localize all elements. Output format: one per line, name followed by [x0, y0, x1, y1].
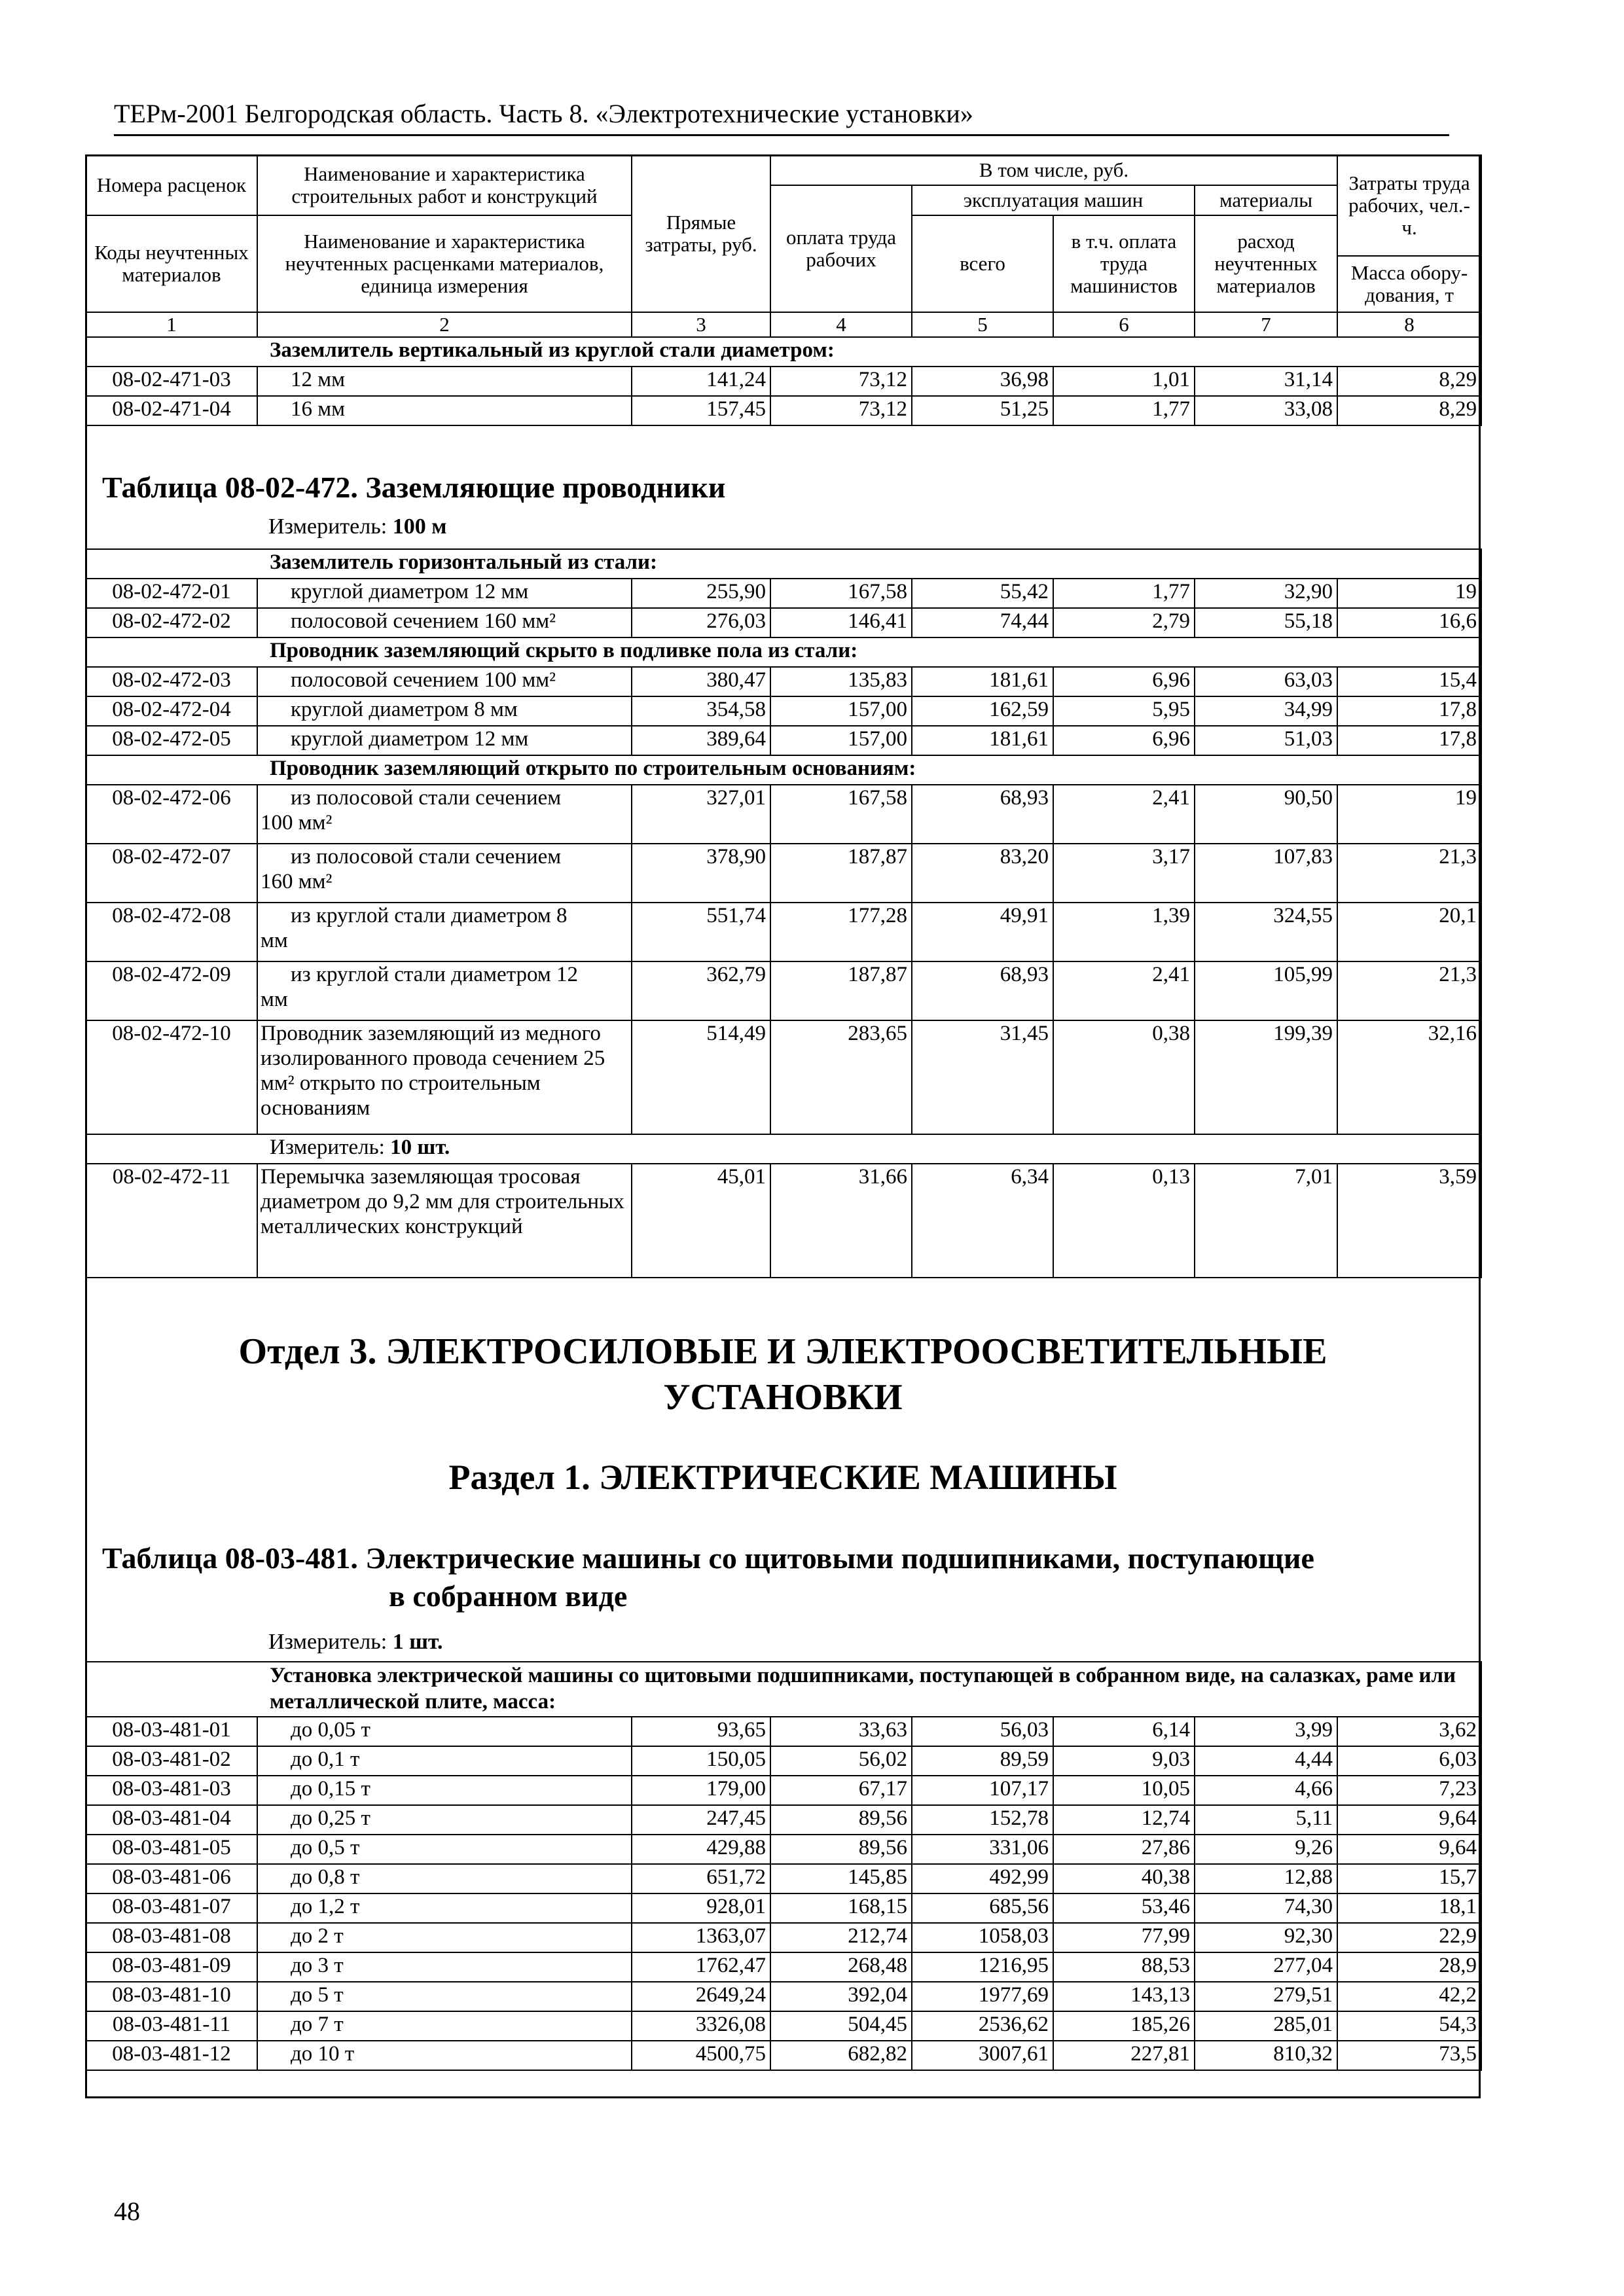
table-row	[86, 844, 1481, 903]
cell-worker-pay: 89,56	[770, 1805, 912, 1835]
table-row	[86, 1020, 1481, 1134]
measure-label: Измеритель:	[270, 1136, 385, 1159]
section-heading: Заземлитель вертикальный из круглой стали диаметром:	[86, 337, 1481, 367]
cell-machine-total: 331,06	[912, 1835, 1053, 1864]
cell-machine-total: 6,34	[912, 1164, 1053, 1278]
cell-materials: 4,66	[1195, 1776, 1337, 1805]
col-number: 8	[1337, 312, 1481, 337]
measure-label: Измеритель:	[268, 514, 388, 539]
cell-worker-pay: 157,00	[770, 696, 912, 726]
cell-materials: 34,99	[1195, 696, 1337, 726]
table-row	[86, 696, 1481, 726]
cell-materials: 9,26	[1195, 1835, 1337, 1864]
cell-labor: 6,03	[1337, 1746, 1481, 1776]
rate-name: до 10 т	[257, 2041, 632, 2070]
table-row	[86, 579, 1481, 608]
rate-name: до 1,2 т	[257, 1893, 632, 1923]
cell-machine-total: 181,61	[912, 667, 1053, 696]
column-header-table	[85, 154, 1482, 338]
cell-worker-pay: 212,74	[770, 1923, 912, 1952]
head-unaccounted-materials: расход неучтенных материалов	[1195, 215, 1337, 312]
rate-code: 08-02-472-08	[86, 903, 257, 961]
rate-code: 08-02-472-03	[86, 667, 257, 696]
cell-worker-pay: 187,87	[770, 844, 912, 903]
head-including: В том числе, руб.	[770, 155, 1337, 185]
section-heading: Проводник заземляющий скрыто в подливке пола из стали:	[86, 637, 1481, 667]
cell-direct: 551,74	[632, 903, 770, 961]
rate-code: 08-03-481-08	[86, 1923, 257, 1952]
cell-direct: 354,58	[632, 696, 770, 726]
cell-labor: 21,3	[1337, 844, 1481, 903]
cell-worker-pay: 145,85	[770, 1864, 912, 1893]
cell-operator-pay: 0,38	[1053, 1020, 1195, 1134]
table-row	[86, 1164, 1481, 1278]
rate-name: до 2 т	[257, 1923, 632, 1952]
table-row	[86, 1864, 1481, 1893]
cell-machine-total: 2536,62	[912, 2011, 1053, 2041]
rate-code: 08-02-472-11	[86, 1164, 257, 1278]
head-machine-total: всего	[912, 215, 1053, 312]
cell-worker-pay: 682,82	[770, 2041, 912, 2070]
cell-operator-pay: 77,99	[1053, 1923, 1195, 1952]
cell-materials: 51,03	[1195, 726, 1337, 755]
rate-name-line: 100 мм²	[261, 811, 333, 834]
measure-value: 1 шт.	[392, 1630, 443, 1654]
rate-code: 08-02-472-09	[86, 961, 257, 1020]
table-481-rows	[85, 1716, 1482, 2071]
cell-machine-total: 492,99	[912, 1864, 1053, 1893]
cell-labor: 42,2	[1337, 1982, 1481, 2011]
cell-direct: 93,65	[632, 1717, 770, 1746]
cell-materials: 90,50	[1195, 785, 1337, 844]
cell-operator-pay: 88,53	[1053, 1952, 1195, 1982]
table-row	[86, 367, 1481, 396]
cell-worker-pay: 283,65	[770, 1020, 912, 1134]
head-material-codes: Коды неучтенных материалов	[86, 215, 257, 312]
cell-machine-total: 1058,03	[912, 1923, 1053, 1952]
cell-materials: 4,44	[1195, 1746, 1337, 1776]
rate-code: 08-02-471-04	[86, 396, 257, 425]
cell-labor: 20,1	[1337, 903, 1481, 961]
rate-code: 08-03-481-11	[86, 2011, 257, 2041]
col-number: 3	[632, 312, 770, 337]
col-number: 6	[1053, 312, 1195, 337]
cell-machine-total: 55,42	[912, 579, 1053, 608]
table-title-line: в собранном виде	[389, 1579, 628, 1613]
rate-name: до 5 т	[257, 1982, 632, 2011]
rate-code: 08-03-481-12	[86, 2041, 257, 2070]
rate-name-line: мм	[261, 988, 288, 1011]
rate-name: до 0,05 т	[257, 1717, 632, 1746]
cell-labor: 18,1	[1337, 1893, 1481, 1923]
head-materials: материалы	[1195, 185, 1337, 215]
rate-name: Проводник заземляющий из медного изолированного провода сечением 25 мм² открыто по строительным основаниям	[257, 1020, 632, 1134]
col-number: 7	[1195, 312, 1337, 337]
head-operator-pay: в т.ч. оплата труда машинистов	[1053, 215, 1195, 312]
cell-labor: 28,9	[1337, 1952, 1481, 1982]
table-row	[86, 667, 1481, 696]
table-row	[86, 396, 1481, 425]
table-481-title	[102, 1539, 1314, 1615]
rate-name	[257, 961, 632, 1020]
cell-machine-total: 68,93	[912, 785, 1053, 844]
rate-code: 08-03-481-01	[86, 1717, 257, 1746]
rate-name-line: 160 мм²	[261, 870, 333, 893]
rate-name: до 0,25 т	[257, 1805, 632, 1835]
cell-machine-total: 1216,95	[912, 1952, 1053, 1982]
cell-materials: 199,39	[1195, 1020, 1337, 1134]
cell-labor: 54,3	[1337, 2011, 1481, 2041]
rate-code: 08-02-472-06	[86, 785, 257, 844]
cell-machine-total: 68,93	[912, 961, 1053, 1020]
running-header: ТЕРм-2001 Белгородская область. Часть 8. «Электротехнические установки»	[114, 98, 1449, 136]
rate-code: 08-03-481-10	[86, 1982, 257, 2011]
section-heading: Проводник заземляющий открыто по строительным основаниям:	[86, 755, 1481, 785]
cell-materials: 277,04	[1195, 1952, 1337, 1982]
cell-direct: 3326,08	[632, 2011, 770, 2041]
cell-direct: 141,24	[632, 367, 770, 396]
table-row	[86, 785, 1481, 844]
cell-direct: 157,45	[632, 396, 770, 425]
cell-worker-pay: 73,12	[770, 367, 912, 396]
cell-materials: 31,14	[1195, 367, 1337, 396]
cell-worker-pay: 33,63	[770, 1717, 912, 1746]
head-equipment-mass: Масса обору-дования, т	[1337, 256, 1481, 312]
rate-code: 08-02-472-05	[86, 726, 257, 755]
cell-machine-total: 162,59	[912, 696, 1053, 726]
cell-machine-total: 3007,61	[912, 2041, 1053, 2070]
table-row	[86, 2041, 1481, 2070]
cell-operator-pay: 1,39	[1053, 903, 1195, 961]
cell-labor: 19	[1337, 785, 1481, 844]
rate-name: до 0,15 т	[257, 1776, 632, 1805]
cell-direct: 429,88	[632, 1835, 770, 1864]
table-472-title: Таблица 08-02-472. Заземляющие проводники	[102, 471, 726, 504]
cell-worker-pay: 167,58	[770, 579, 912, 608]
rate-name: круглой диаметром 12 мм	[257, 579, 632, 608]
cell-machine-total: 107,17	[912, 1776, 1053, 1805]
rate-name-line: мм	[261, 929, 288, 952]
cell-labor: 8,29	[1337, 367, 1481, 396]
table-row	[86, 1717, 1481, 1746]
cell-labor: 9,64	[1337, 1805, 1481, 1835]
cell-direct: 1363,07	[632, 1923, 770, 1952]
cell-labor: 3,59	[1337, 1164, 1481, 1278]
cell-materials: 279,51	[1195, 1982, 1337, 2011]
cell-direct: 45,01	[632, 1164, 770, 1278]
cell-direct: 1762,47	[632, 1952, 770, 1982]
measure-value: 10 шт.	[390, 1136, 450, 1159]
table-row	[86, 1835, 1481, 1864]
cell-operator-pay: 12,74	[1053, 1805, 1195, 1835]
cell-operator-pay: 9,03	[1053, 1746, 1195, 1776]
cell-labor: 32,16	[1337, 1020, 1481, 1134]
cell-direct: 651,72	[632, 1864, 770, 1893]
cell-materials: 107,83	[1195, 844, 1337, 903]
cell-direct: 255,90	[632, 579, 770, 608]
cell-worker-pay: 268,48	[770, 1952, 912, 1982]
cell-worker-pay: 168,15	[770, 1893, 912, 1923]
cell-materials: 7,01	[1195, 1164, 1337, 1278]
table-481	[85, 1661, 1482, 1717]
cell-direct: 378,90	[632, 844, 770, 903]
head-worker-pay: оплата труда рабочих	[770, 185, 912, 312]
cell-worker-pay: 31,66	[770, 1164, 912, 1278]
rate-name	[257, 903, 632, 961]
cell-operator-pay: 3,17	[1053, 844, 1195, 903]
head-rate-numbers: Номера расценок	[86, 155, 257, 215]
table-row	[86, 2011, 1481, 2041]
rate-code: 08-02-472-01	[86, 579, 257, 608]
cell-labor: 16,6	[1337, 608, 1481, 637]
table-row	[86, 1805, 1481, 1835]
cell-operator-pay: 1,77	[1053, 579, 1195, 608]
measure-value: 100 м	[392, 514, 447, 539]
cell-machine-total: 83,20	[912, 844, 1053, 903]
rate-name: до 0,1 т	[257, 1746, 632, 1776]
cell-machine-total: 36,98	[912, 367, 1053, 396]
cell-direct: 514,49	[632, 1020, 770, 1134]
cell-direct: 380,47	[632, 667, 770, 696]
cell-labor: 3,62	[1337, 1717, 1481, 1746]
measure-line	[268, 1630, 443, 1655]
cell-direct: 362,79	[632, 961, 770, 1020]
measure-line	[268, 514, 446, 539]
rate-name	[257, 785, 632, 844]
cell-operator-pay: 40,38	[1053, 1864, 1195, 1893]
cell-materials: 63,03	[1195, 667, 1337, 696]
cell-labor: 15,7	[1337, 1864, 1481, 1893]
cell-direct: 928,01	[632, 1893, 770, 1923]
cell-labor: 8,29	[1337, 396, 1481, 425]
rate-code: 08-03-481-07	[86, 1893, 257, 1923]
head-labor-costs: Затраты труда рабочих, чел.-ч.	[1337, 155, 1481, 256]
cell-labor: 15,4	[1337, 667, 1481, 696]
cell-worker-pay: 187,87	[770, 961, 912, 1020]
table-row	[86, 903, 1481, 961]
cell-machine-total: 31,45	[912, 1020, 1053, 1134]
section-heading: Установка электрической машины со щитовыми подшипниками, поступающей в собранном виде, на салазках, раме или металлической плите, масса:	[86, 1662, 1481, 1717]
cell-direct: 2649,24	[632, 1982, 770, 2011]
head-material-names: Наименование и характеристика неучтенных расценками материалов, единица измерения	[257, 215, 632, 312]
department-title-line: Отдел 3. ЭЛЕКТРОСИЛОВЫЕ И ЭЛЕКТРООСВЕТИТЕЛЬНЫЕ	[238, 1331, 1327, 1372]
cell-worker-pay: 56,02	[770, 1746, 912, 1776]
section-heading: Заземлитель горизонтальный из стали:	[86, 549, 1481, 579]
rate-code: 08-02-472-07	[86, 844, 257, 903]
cell-operator-pay: 6,96	[1053, 667, 1195, 696]
cell-operator-pay: 1,01	[1053, 367, 1195, 396]
cell-direct: 150,05	[632, 1746, 770, 1776]
cell-direct: 4500,75	[632, 2041, 770, 2070]
cell-direct: 389,64	[632, 726, 770, 755]
cell-worker-pay: 177,28	[770, 903, 912, 961]
cell-materials: 285,01	[1195, 2011, 1337, 2041]
cell-materials: 33,08	[1195, 396, 1337, 425]
table-row	[86, 726, 1481, 755]
cell-materials: 92,30	[1195, 1923, 1337, 1952]
section-title: Раздел 1. ЭЛЕКТРИЧЕСКИЕ МАШИНЫ	[448, 1458, 1117, 1497]
head-machine-operation: эксплуатация машин	[912, 185, 1195, 215]
cell-direct: 179,00	[632, 1776, 770, 1805]
rate-code: 08-02-472-02	[86, 608, 257, 637]
cell-labor: 19	[1337, 579, 1481, 608]
cell-machine-total: 74,44	[912, 608, 1053, 637]
cell-materials: 55,18	[1195, 608, 1337, 637]
cell-operator-pay: 185,26	[1053, 2011, 1195, 2041]
cell-materials: 12,88	[1195, 1864, 1337, 1893]
table-row	[86, 961, 1481, 1020]
cell-labor: 9,64	[1337, 1835, 1481, 1864]
rate-name-line: из полосовой стали сечением	[291, 845, 562, 869]
rate-name-line: из круглой стали диаметром 12	[291, 963, 579, 986]
table-row	[86, 1893, 1481, 1923]
cell-worker-pay: 504,45	[770, 2011, 912, 2041]
rate-name: до 7 т	[257, 2011, 632, 2041]
table-row	[86, 1923, 1481, 1952]
cell-labor: 22,9	[1337, 1923, 1481, 1952]
department-title	[85, 1329, 1481, 1420]
cell-machine-total: 56,03	[912, 1717, 1053, 1746]
cell-machine-total: 49,91	[912, 903, 1053, 961]
cell-worker-pay: 135,83	[770, 667, 912, 696]
cell-operator-pay: 2,41	[1053, 961, 1195, 1020]
measure-label: Измеритель:	[268, 1630, 388, 1654]
rate-name: полосовой сечением 160 мм²	[257, 608, 632, 637]
table-row	[86, 1776, 1481, 1805]
rate-code: 08-03-481-05	[86, 1835, 257, 1864]
cell-operator-pay: 0,13	[1053, 1164, 1195, 1278]
cell-operator-pay: 10,05	[1053, 1776, 1195, 1805]
rate-name: полосовой сечением 100 мм²	[257, 667, 632, 696]
cell-labor: 17,8	[1337, 726, 1481, 755]
cell-materials: 3,99	[1195, 1717, 1337, 1746]
rate-name: круглой диаметром 12 мм	[257, 726, 632, 755]
rate-name-line: из полосовой стали сечением	[291, 786, 562, 810]
table-471-continuation	[85, 336, 1482, 426]
cell-operator-pay: 5,95	[1053, 696, 1195, 726]
cell-direct: 276,03	[632, 608, 770, 637]
cell-worker-pay: 167,58	[770, 785, 912, 844]
cell-worker-pay: 73,12	[770, 396, 912, 425]
cell-labor: 21,3	[1337, 961, 1481, 1020]
cell-worker-pay: 392,04	[770, 1982, 912, 2011]
cell-machine-total: 152,78	[912, 1805, 1053, 1835]
cell-operator-pay: 1,77	[1053, 396, 1195, 425]
rate-name-line: из круглой стали диаметром 8	[291, 904, 568, 927]
rate-name: до 0,5 т	[257, 1835, 632, 1864]
cell-worker-pay: 89,56	[770, 1835, 912, 1864]
department-title-line: УСТАНОВКИ	[663, 1377, 903, 1418]
rate-name: до 3 т	[257, 1952, 632, 1982]
table-row	[86, 1952, 1481, 1982]
rate-code: 08-03-481-09	[86, 1952, 257, 1982]
cell-operator-pay: 2,41	[1053, 785, 1195, 844]
cell-operator-pay: 2,79	[1053, 608, 1195, 637]
col-number: 1	[86, 312, 257, 337]
cell-operator-pay: 6,14	[1053, 1717, 1195, 1746]
col-number: 5	[912, 312, 1053, 337]
rate-name: 16 мм	[257, 396, 632, 425]
rate-name: Перемычка заземляющая тросовая диаметром до 9,2 мм для строительных металлических конструкций	[257, 1164, 632, 1278]
cell-operator-pay: 143,13	[1053, 1982, 1195, 2011]
cell-machine-total: 51,25	[912, 396, 1053, 425]
cell-machine-total: 685,56	[912, 1893, 1053, 1923]
rate-name: круглой диаметром 8 мм	[257, 696, 632, 726]
cell-labor: 17,8	[1337, 696, 1481, 726]
rate-code: 08-03-481-03	[86, 1776, 257, 1805]
cell-labor: 73,5	[1337, 2041, 1481, 2070]
rate-code: 08-03-481-06	[86, 1864, 257, 1893]
rate-code: 08-02-471-03	[86, 367, 257, 396]
col-number: 2	[257, 312, 632, 337]
cell-worker-pay: 67,17	[770, 1776, 912, 1805]
cell-machine-total: 1977,69	[912, 1982, 1053, 2011]
cell-direct: 247,45	[632, 1805, 770, 1835]
cell-materials: 105,99	[1195, 961, 1337, 1020]
cell-materials: 324,55	[1195, 903, 1337, 961]
cell-materials: 32,90	[1195, 579, 1337, 608]
col-number: 4	[770, 312, 912, 337]
cell-machine-total: 89,59	[912, 1746, 1053, 1776]
cell-direct: 327,01	[632, 785, 770, 844]
cell-operator-pay: 27,86	[1053, 1835, 1195, 1864]
head-work-name: Наименование и характеристика строительных работ и конструкций	[257, 155, 632, 215]
table-title-line: Таблица 08-03-481. Электрические машины со щитовыми подшипниками, поступающие	[102, 1541, 1314, 1575]
table-row	[86, 1982, 1481, 2011]
rate-code: 08-03-481-02	[86, 1746, 257, 1776]
cell-operator-pay: 227,81	[1053, 2041, 1195, 2070]
table-row	[86, 608, 1481, 637]
page-number: 48	[114, 2197, 140, 2226]
cell-materials: 74,30	[1195, 1893, 1337, 1923]
cell-operator-pay: 53,46	[1053, 1893, 1195, 1923]
rate-name: до 0,8 т	[257, 1864, 632, 1893]
measure-row	[86, 1134, 1481, 1164]
rate-name: 12 мм	[257, 367, 632, 396]
cell-labor: 7,23	[1337, 1776, 1481, 1805]
cell-worker-pay: 146,41	[770, 608, 912, 637]
table-row	[86, 1746, 1481, 1776]
rate-code: 08-03-481-04	[86, 1805, 257, 1835]
cell-materials: 5,11	[1195, 1805, 1337, 1835]
cell-materials: 810,32	[1195, 2041, 1337, 2070]
cell-operator-pay: 6,96	[1053, 726, 1195, 755]
head-direct-costs: Прямые затраты, руб.	[632, 155, 770, 312]
rate-name	[257, 844, 632, 903]
table-472	[85, 548, 1482, 1278]
rate-code: 08-02-472-04	[86, 696, 257, 726]
cell-worker-pay: 157,00	[770, 726, 912, 755]
cell-machine-total: 181,61	[912, 726, 1053, 755]
rate-code: 08-02-472-10	[86, 1020, 257, 1134]
